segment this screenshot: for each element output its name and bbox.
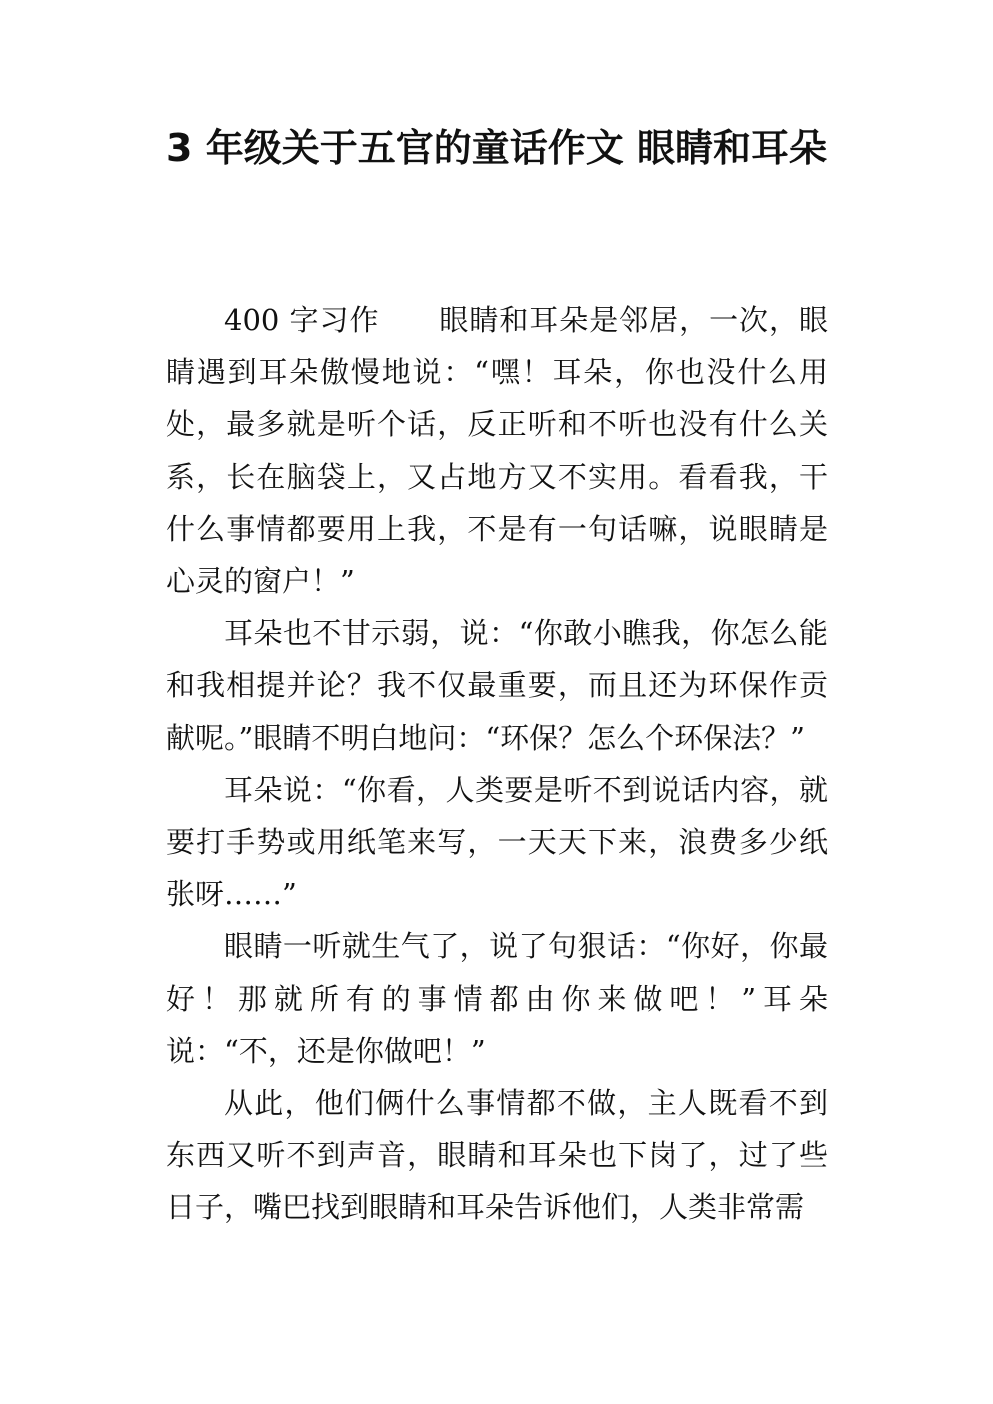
document-title-text: 3 年级关于五官的童话作文 眼睛和耳朵 — [166, 126, 827, 170]
document-body — [166, 294, 828, 1234]
paragraph-4: 眼睛一听就生气了，说了句狠话：“你好，你最好！那就所有的事情都由你来做吧！”耳朵说：“不，还是你做吧！” — [166, 929, 828, 1068]
paragraph-5: 从此，他们俩什么事情都不做，主人既看不到东西又听不到声音，眼睛和耳朵也下岗了，过了些日子，嘴巴找到眼睛和耳朵告诉他们，人类非常需 — [166, 1086, 828, 1225]
paragraph-3: 耳朵说：“你看，人类要是听不到说话内容，就要打手势或用纸笔来写，一天天下来，浪费多少纸张呀……” — [166, 772, 828, 912]
paragraph-2: 耳朵也不甘示弱，说：“你敢小瞧我，你怎么能和我相提并论？我不仅最重要，而且还为环保作贡献呢。”眼睛不明白地问：“环保？怎么个环保法？” — [166, 616, 828, 755]
paragraph-1: 400 字习作 眼睛和耳朵是邻居，一次，眼睛遇到耳朵傲慢地说：“嘿！耳朵，你也没什么用处，最多就是听个话，反正听和不听也没有什么关系，长在脑袋上，又占地方又不实用。看看我，干什么事情都要用上我，不是有一句话嘛，说眼睛是心灵的窗户！” — [166, 303, 828, 599]
document-title — [150, 122, 843, 174]
